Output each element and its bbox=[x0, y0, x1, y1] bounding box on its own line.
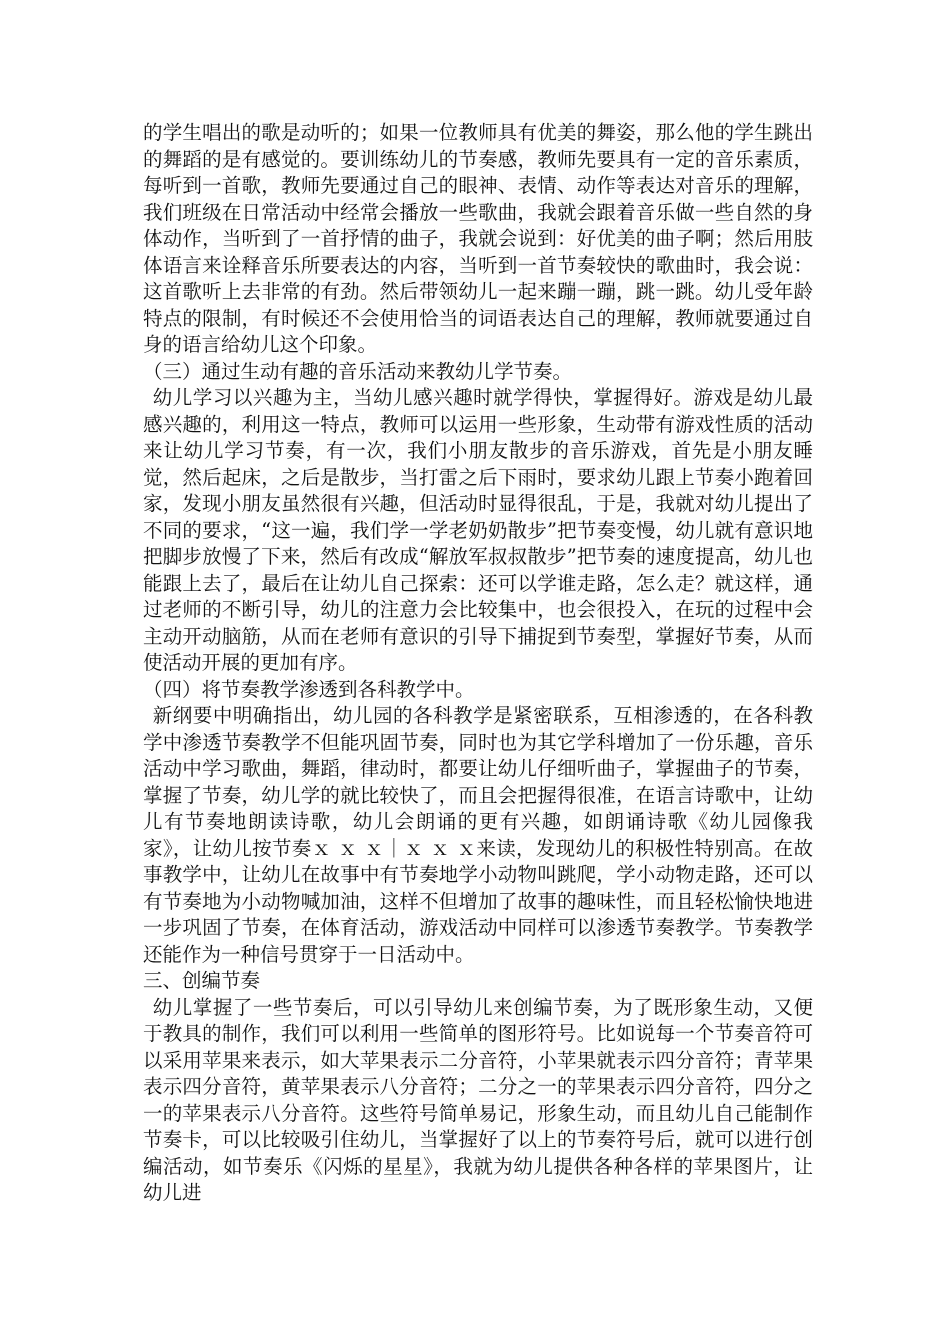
body-paragraph: 幼儿掌握了一些节奏后，可以引导幼儿来创编节奏，为了既形象生动，又便于教具的制作，我们可以利用一些简单的图形符号。比如说每一个节奏音符可以采用苹果来表示，如大苹果表示二分音符，小苹果就表示四分音符；青苹果表示四分音符，黄苹果表示八分音符；二分之一的苹果表示四分音符，四分之一的苹果表示八分音符。这些符号简单易记，形象生动，而且幼儿自己能制作节奏卡，可以比较吸引住幼儿，当掌握好了以上的节奏符号后，就可以进行创编活动，如节奏乐《闪烁的星星》，我就为幼儿提供各种各样的苹果图片，让幼儿进 bbox=[143, 995, 813, 1204]
section-heading: （四）将节奏教学渗透到各科教学中。 bbox=[143, 677, 475, 701]
document-page bbox=[143, 120, 813, 1207]
body-paragraph: 幼儿学习以兴趣为主，当幼儿感兴趣时就学得快，掌握得好。游戏是幼儿最感兴趣的，利用这一特点，教师可以运用一些形象，生动带有游戏性质的活动来让幼儿学习节奏，有一次，我们小朋友散步的音乐游戏，首先是小朋友睡觉，然后起床，之后是散步，当打雷之后下雨时，要求幼儿跟上节奏小跑着回家，发现小朋友虽然很有兴趣，但活动时显得很乱，于是，我就对幼儿提出了不同的要求，“这一遍，我们学一学老奶奶散步”把节奏变慢，幼儿就有意识地把脚步放慢了下来，然后有改成“解放军叔叔散步”把节奏的速度提高，幼儿也能跟上去了，最后在让幼儿自己探索：还可以学谁走路，怎么走？就这样，通过老师的不断引导，幼儿的注意力会比较集中，也会很投入，在玩的过程中会主动开动脑筋，从而在老师有意识的引导下捕捉到节奏型，掌握好节奏，从而使活动开展的更加有序。 bbox=[143, 386, 813, 674]
body-paragraph: 的学生唱出的歌是动听的；如果一位教师具有优美的舞姿，那么他的学生跳出的舞蹈的是有感觉的。要训练幼儿的节奏感，教师先要具有一定的音乐素质，每听到一首歌，教师先要通过自己的眼神、表情、动作等表达对音乐的理解，我们班级在日常活动中经常会播放一些歌曲，我就会跟着音乐做一些自然的身体动作，当听到了一首抒情的曲子，我就会说到：好优美的曲子啊；然后用肢体语言来诠释音乐所要表达的内容，当听到一首节奏较快的歌曲时，我会说：这首歌听上去非常的有劲。然后带领幼儿一起来蹦一蹦，跳一跳。幼儿受年龄特点的限制，有时候还不会使用恰当的词语表达自己的理解，教师就要通过自身的语言给幼儿这个印象。 bbox=[143, 121, 813, 356]
section-heading: 三、创编节奏 bbox=[143, 969, 261, 992]
body-paragraph: 新纲要中明确指出，幼儿园的各科教学是紧密联系，互相渗透的，在各科教学中渗透节奏教学不但能巩固节奏，同时也为其它学科增加了一份乐趣，音乐活动中学习歌曲，舞蹈，律动时，都要让幼儿仔细听曲子，掌握曲子的节奏，掌握了节奏，幼儿学的就比较快了，而且会把握得很准，在语言诗歌中，让幼儿有节奏地朗读诗歌，幼儿会朗诵的更有兴趣，如朗诵诗歌《幼儿园像我家》，让幼儿按节奏ｘ ｘ ｘ｜ｘ ｘ ｘ来读，发现幼儿的积极性特别高。在故事教学中，让幼儿在故事中有节奏地学小动物叫跳爬，学小动物走路，还可以有节奏地为小动物喊加油，这样不但增加了故事的趣味性，而且轻松愉快地进一步巩固了节奏，在体育活动，游戏活动中同样可以渗透节奏教学。节奏教学还能作为一种信号贯穿于一日活动中。 bbox=[143, 704, 813, 966]
section-heading: （三）通过生动有趣的音乐活动来教幼儿学节奏。 bbox=[143, 359, 573, 383]
